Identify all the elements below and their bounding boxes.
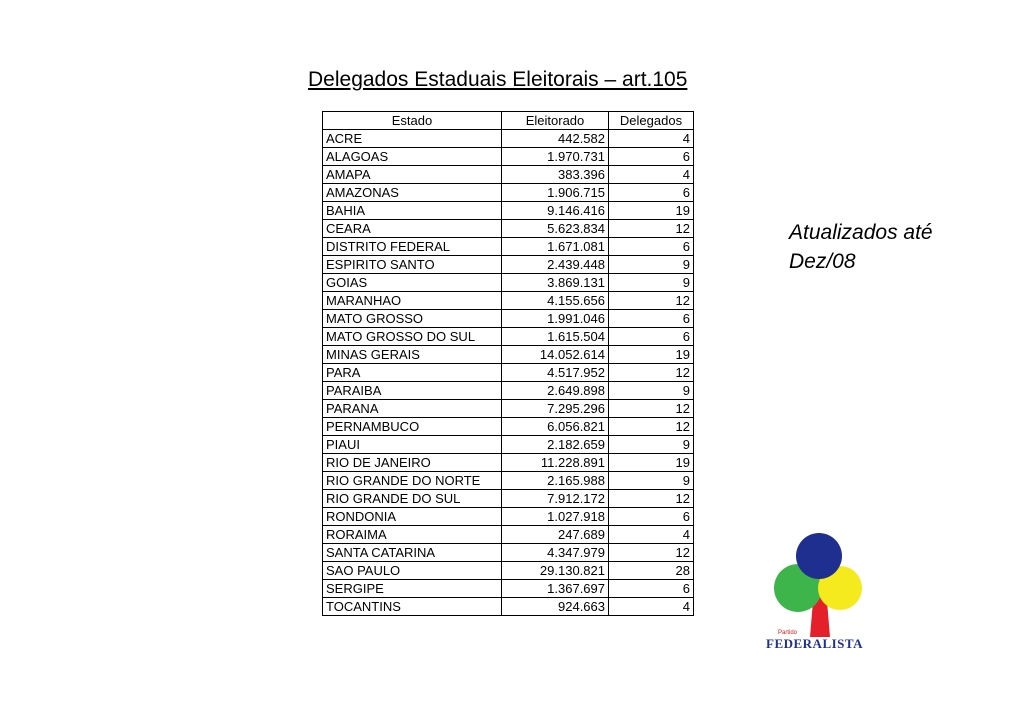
cell-estado: RIO DE JANEIRO: [323, 454, 502, 472]
table-row: [323, 184, 694, 202]
cell-estado: SAO PAULO: [323, 562, 502, 580]
logo-small-text: Partido: [778, 630, 798, 636]
cell-eleitorado: 7.912.172: [502, 490, 609, 508]
table-header-row: [323, 112, 694, 130]
cell-delegados: 19: [609, 346, 694, 364]
cell-eleitorado: 4.155.656: [502, 292, 609, 310]
cell-estado: ACRE: [323, 130, 502, 148]
cell-delegados: 6: [609, 328, 694, 346]
cell-estado: GOIAS: [323, 274, 502, 292]
table-row: [323, 130, 694, 148]
cell-estado: BAHIA: [323, 202, 502, 220]
cell-estado: AMAZONAS: [323, 184, 502, 202]
cell-delegados: 28: [609, 562, 694, 580]
table-row: [323, 364, 694, 382]
update-note: [789, 218, 989, 276]
cell-estado: ALAGOAS: [323, 148, 502, 166]
table-row: [323, 580, 694, 598]
table-row: [323, 526, 694, 544]
cell-eleitorado: 5.623.834: [502, 220, 609, 238]
cell-eleitorado: 1.970.731: [502, 148, 609, 166]
table-row: [323, 148, 694, 166]
logo-name: FEDERALISTA: [766, 636, 864, 651]
cell-eleitorado: 1.367.697: [502, 580, 609, 598]
table-row: [323, 418, 694, 436]
table-row: [323, 328, 694, 346]
cell-estado: TOCANTINS: [323, 598, 502, 616]
table-row: [323, 220, 694, 238]
table-row: [323, 166, 694, 184]
cell-estado: PARAIBA: [323, 382, 502, 400]
cell-delegados: 4: [609, 526, 694, 544]
cell-eleitorado: 6.056.821: [502, 418, 609, 436]
update-note-line2: Dez/08: [789, 250, 856, 273]
cell-eleitorado: 3.869.131: [502, 274, 609, 292]
cell-estado: MATO GROSSO: [323, 310, 502, 328]
cell-eleitorado: 924.663: [502, 598, 609, 616]
delegates-table: [322, 111, 694, 616]
cell-estado: CEARA: [323, 220, 502, 238]
cell-estado: MARANHAO: [323, 292, 502, 310]
column-header-eleitorado: Eleitorado: [502, 112, 609, 130]
column-header-delegados: Delegados: [609, 112, 694, 130]
table-row: [323, 346, 694, 364]
cell-eleitorado: 14.052.614: [502, 346, 609, 364]
cell-eleitorado: 1.027.918: [502, 508, 609, 526]
cell-delegados: 6: [609, 310, 694, 328]
cell-eleitorado: 383.396: [502, 166, 609, 184]
table-row: [323, 454, 694, 472]
cell-estado: MINAS GERAIS: [323, 346, 502, 364]
cell-estado: PARANA: [323, 400, 502, 418]
cell-delegados: 4: [609, 166, 694, 184]
cell-estado: PERNAMBUCO: [323, 418, 502, 436]
table-row: [323, 310, 694, 328]
cell-delegados: 12: [609, 490, 694, 508]
cell-eleitorado: 2.165.988: [502, 472, 609, 490]
cell-delegados: 6: [609, 238, 694, 256]
cell-estado: RIO GRANDE DO NORTE: [323, 472, 502, 490]
cell-estado: SERGIPE: [323, 580, 502, 598]
table-row: [323, 202, 694, 220]
cell-delegados: 9: [609, 472, 694, 490]
cell-delegados: 12: [609, 220, 694, 238]
cell-delegados: 9: [609, 436, 694, 454]
table-row: [323, 544, 694, 562]
table-row: [323, 292, 694, 310]
cell-eleitorado: 442.582: [502, 130, 609, 148]
cell-delegados: 9: [609, 382, 694, 400]
table-row: [323, 382, 694, 400]
cell-eleitorado: 1.906.715: [502, 184, 609, 202]
cell-delegados: 6: [609, 148, 694, 166]
column-header-estado: Estado: [323, 112, 502, 130]
cell-eleitorado: 2.439.448: [502, 256, 609, 274]
cell-eleitorado: 1.671.081: [502, 238, 609, 256]
table-row: [323, 508, 694, 526]
cell-delegados: 12: [609, 400, 694, 418]
table-row: [323, 256, 694, 274]
cell-eleitorado: 247.689: [502, 526, 609, 544]
cell-estado: AMAPA: [323, 166, 502, 184]
cell-estado: MATO GROSSO DO SUL: [323, 328, 502, 346]
cell-estado: RONDONIA: [323, 508, 502, 526]
cell-delegados: 4: [609, 598, 694, 616]
cell-eleitorado: 9.146.416: [502, 202, 609, 220]
cell-delegados: 19: [609, 454, 694, 472]
cell-delegados: 4: [609, 130, 694, 148]
cell-delegados: 12: [609, 292, 694, 310]
cell-estado: PARA: [323, 364, 502, 382]
cell-estado: SANTA CATARINA: [323, 544, 502, 562]
table-row: [323, 274, 694, 292]
cell-eleitorado: 11.228.891: [502, 454, 609, 472]
cell-estado: RORAIMA: [323, 526, 502, 544]
cell-estado: PIAUI: [323, 436, 502, 454]
cell-delegados: 12: [609, 364, 694, 382]
table-row: [323, 238, 694, 256]
cell-delegados: 9: [609, 274, 694, 292]
cell-eleitorado: 1.991.046: [502, 310, 609, 328]
cell-delegados: 12: [609, 544, 694, 562]
table-row: [323, 598, 694, 616]
cell-estado: DISTRITO FEDERAL: [323, 238, 502, 256]
table-row: [323, 562, 694, 580]
table-row: [323, 400, 694, 418]
cell-delegados: 6: [609, 184, 694, 202]
page-title: Delegados Estaduais Eleitorais – art.105: [308, 68, 688, 91]
cell-eleitorado: 1.615.504: [502, 328, 609, 346]
table-row: [323, 436, 694, 454]
cell-delegados: 6: [609, 508, 694, 526]
cell-delegados: 6: [609, 580, 694, 598]
cell-eleitorado: 4.347.979: [502, 544, 609, 562]
cell-delegados: 12: [609, 418, 694, 436]
cell-eleitorado: 2.649.898: [502, 382, 609, 400]
logo-blue-circle: [796, 533, 842, 579]
table-row: [323, 472, 694, 490]
cell-eleitorado: 4.517.952: [502, 364, 609, 382]
cell-estado: RIO GRANDE DO SUL: [323, 490, 502, 508]
cell-delegados: 9: [609, 256, 694, 274]
cell-eleitorado: 29.130.821: [502, 562, 609, 580]
update-note-line1: Atualizados até: [789, 221, 933, 244]
cell-eleitorado: 2.182.659: [502, 436, 609, 454]
table-row: [323, 490, 694, 508]
cell-eleitorado: 7.295.296: [502, 400, 609, 418]
cell-delegados: 19: [609, 202, 694, 220]
cell-estado: ESPIRITO SANTO: [323, 256, 502, 274]
